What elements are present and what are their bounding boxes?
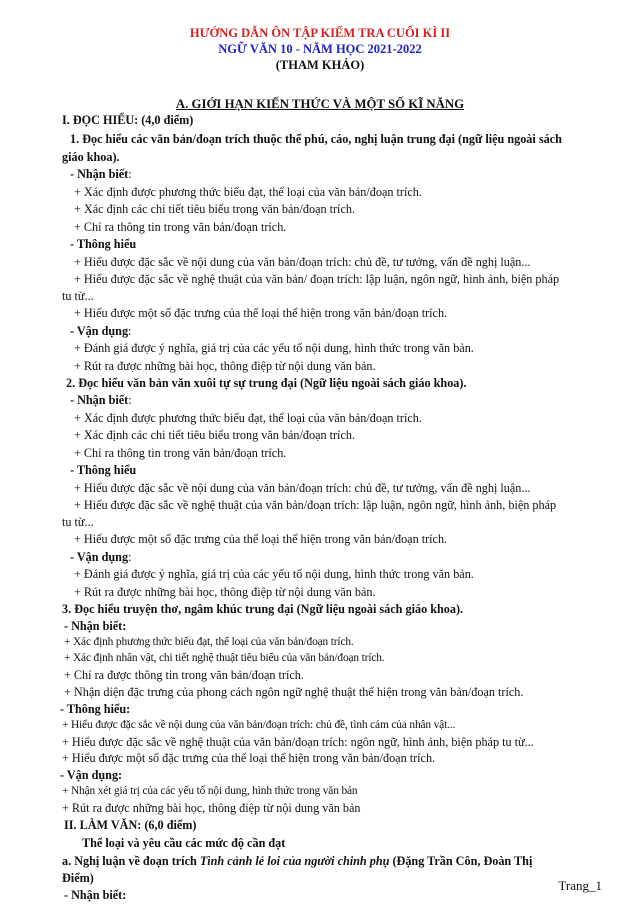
list-item: + Hiểu được đặc sắc về nội dung của văn bản/đoạn trích: chủ đề, tư tưởng, vấn đề nghị luận... [74,481,531,495]
essay-a-title-cont: Điểm) [62,871,94,885]
list-item: + Xác định nhân vật, chi tiết nghệ thuật tiêu biểu của văn bản/đoạn trích. [64,652,385,664]
item1-nb-label: - Nhận biết: [70,167,132,181]
item2-title: 2. Đọc hiểu văn bản văn xuôi tự sự trung đại (Ngữ liệu ngoài sách giáo khoa). [66,376,467,390]
document-subtitle: NGỮ VĂN 10 - NĂM HỌC 2021-2022 [218,42,422,56]
essay-a-work: Tình cảnh lẻ loi của người chinh phụ [199,854,390,868]
list-item: + Rút ra được những bài học, thông điệp từ nội dung văn bản [62,801,361,815]
list-item: + Đánh giá được ý nghĩa, giá trị của các yếu tố nội dung, hình thức trong văn bản. [74,567,474,581]
list-item: + Nhận xét giá trị của các yếu tố nội dung, hình thức trong văn bản [62,785,358,797]
list-item: + Xác định được phương thức biểu đạt, thể loại của văn bản/đoạn trích. [74,411,422,425]
document-note: (THAM KHẢO) [275,58,365,72]
item3-title: 3. Đọc hiểu truyện thơ, ngâm khúc trung đại (Ngữ liệu ngoài sách giáo khoa). [62,602,464,616]
list-item: + Hiểu được một số đặc trưng của thể loại thể hiện trong văn bản/đoạn trích. [74,306,448,320]
list-item: + Hiểu được một số đặc trưng của thể loại thể hiện trong văn bản/đoạn trích. [74,532,448,546]
list-item: + Xác định các chi tiết tiêu biểu trong văn bản/đoạn trích. [74,202,355,216]
item3-vd-label: - Vận dụng: [60,768,123,782]
section-a-heading: A. GIỚI HẠN KIẾN THỨC VÀ MỘT SỐ KĨ NĂNG [175,97,465,111]
item2-vd-label: - Vận dụng: [70,550,132,564]
list-item: + Nhận diện đặc trưng của phong cách ngôn ngữ nghệ thuật thể hiện trong văn bản/đoạn trích. [64,685,524,699]
essay-a-nb-label: - Nhận biết: [64,888,127,902]
list-item: + Xác định được phương thức biểu đạt, thể loại của văn bản/đoạn trích. [74,185,422,199]
part2-subheading: Thể loại và yêu cầu các mức độ cần đạt [82,836,286,850]
item3-th-label: - Thông hiểu: [60,702,131,716]
part1-heading: I. ĐỌC HIỂU: (4,0 điểm) [62,113,194,127]
item2-nb-label: - Nhận biết: [70,393,132,407]
list-item: + Hiểu được đặc sắc về nội dung của văn bản/đoạn trích: chủ đề, tình cảm của nhân vật... [62,719,456,731]
list-item: + Hiểu được đặc sắc về nghệ thuật của văn bản/đoạn trích: ngôn ngữ, hình ảnh, biện pháp tu từ... [62,735,534,749]
item1-th-label: - Thông hiểu [70,237,137,251]
item1-vd-label: - Vận dụng: [70,324,132,338]
list-item: + Hiểu được một số đặc trưng của thể loại thể hiện trong văn bản/đoạn trích. [62,751,436,765]
list-item: + Hiểu được đặc sắc về nghệ thuật của văn bản/ đoạn trích: lập luận, ngôn ngữ, hình ảnh, biện pháp [74,272,560,286]
page-number: Trang_1 [558,878,602,893]
part2-heading: II. LÀM VĂN: (6,0 điểm) [64,818,197,832]
list-item: + Hiểu được đặc sắc về nghệ thuật của văn bản/đoạn trích: lập luận, ngôn ngữ, hình ảnh, biện pháp [74,498,557,512]
list-item: + Chỉ ra thông tin trong văn bản/đoạn trích. [74,446,287,460]
list-item: + Rút ra được những bài học, thông điệp từ nội dung văn bản. [74,585,376,599]
list-item: + Hiểu được đặc sắc về nội dung của văn bản/đoạn trích: chủ đề, tư tưởng, vấn đề nghị luận... [74,255,531,269]
list-item: + Xác định phương thức biểu đạt, thể loại của văn bản/đoạn trích. [64,636,354,648]
list-item: + Chỉ ra được thông tin trong văn bản/đoạn trích. [64,668,304,682]
item3-nb-label: - Nhận biết: [64,619,127,633]
item1-title-cont: giáo khoa). [62,150,120,164]
item2-th-label: - Thông hiểu [70,463,137,477]
list-item: + Rút ra được những bài học, thông điệp từ nội dung văn bản. [74,359,376,373]
document-title: HƯỚNG DẪN ÔN TẬP KIỂM TRA CUỐI KÌ II [189,26,451,40]
list-item-cont: tu từ... [62,515,94,529]
list-item-cont: tu từ... [62,289,94,303]
list-item: + Chỉ ra thông tin trong văn bản/đoạn trích. [74,220,287,234]
list-item: + Đánh giá được ý nghĩa, giá trị của các yếu tố nội dung, hình thức trong văn bản. [74,341,474,355]
list-item: + Xác định các chi tiết tiêu biểu trong văn bản/đoạn trích. [74,428,355,442]
item1-title: 1. Đọc hiểu các văn bản/đoạn trích thuộc thể phú, cáo, nghị luận trung đại (ngữ liệu ngoài sách [70,132,562,146]
essay-a-title: a. Nghị luận về đoạn trích Tình cảnh lẻ loi của người chinh phụ (Đặng Trần Côn, Đoàn Thị [62,854,533,868]
